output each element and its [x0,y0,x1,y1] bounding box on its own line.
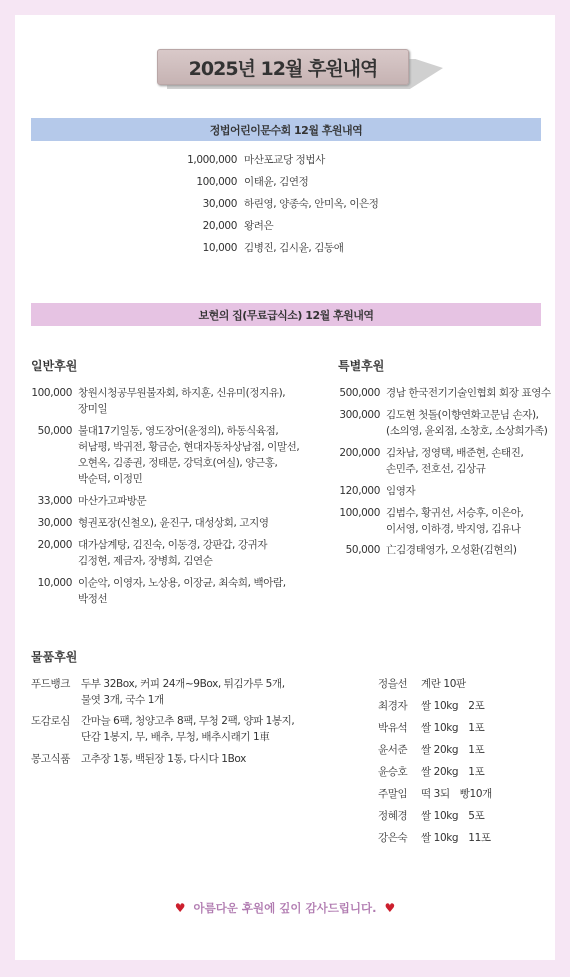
section1-header: 정법어린이문수회 12월 후원내역 [31,118,541,141]
goods-donor: 몽고식품 [31,753,70,765]
amount: 300,000 [339,409,380,421]
donor-line: 임영자 [386,485,416,497]
goods-donor: 최경자 [378,700,408,712]
goods-donor: 강은숙 [378,832,408,844]
goods-line: 고추장 1통, 백된장 1통, 다시다 1Box [81,753,246,765]
general-donation-title: 일반후원 [31,359,78,373]
donor-line: 장미일 [78,403,108,415]
goods-donor: 윤승호 [378,766,408,778]
donor-line: 김정현, 제금자, 장병희, 김연순 [78,555,213,567]
goods-donor: 푸드뱅크 [31,678,70,690]
goods-item: 쌀 10kg 1포 [421,722,485,734]
donation-page [15,15,555,960]
amount: 50,000 [37,425,72,437]
donor-names: 김병진, 김시윤, 김동애 [244,242,344,254]
goods-item: 쌀 20kg 1포 [421,744,485,756]
donor-line: 불대17기일동, 영도장어(윤정의), 하동식육점, [78,425,279,437]
goods-donation-title: 물품후원 [31,650,78,664]
goods-donor: 주말임 [378,788,408,800]
amount: 100,000 [196,176,237,188]
donor-line: 마산가고파방문 [78,495,147,507]
donor-line: 김차남, 정영택, 배준현, 손태진, [386,447,524,459]
goods-item: 쌀 10kg 11포 [421,832,491,844]
donor-names: 하린영, 양종숙, 안미옥, 이은정 [244,198,379,210]
amount: 120,000 [339,485,380,497]
amount: 10,000 [37,577,72,589]
donor-line: 이서영, 이하경, 박지영, 김유나 [386,523,521,535]
section2-header: 보현의 집(무료급식소) 12월 후원내역 [31,303,541,326]
amount: 100,000 [339,507,380,519]
donor-line: 김범수, 황귀선, 서승후, 이은아, [386,507,524,519]
special-donation-title: 특별후원 [338,359,385,373]
goods-line: 물엿 3개, 국수 1개 [81,694,164,706]
donor-line: 손민주, 전호선, 김상규 [386,463,486,475]
donor-line: (소의영, 윤외점, 소창호, 소상희가족) [386,425,548,437]
amount: 100,000 [31,387,72,399]
donor-names: 이태윤, 김연정 [244,176,309,188]
thanks-text: 아름다운 후원에 깊이 감사드립니다. [193,901,377,915]
goods-item: 계란 10판 [421,678,466,690]
amount: 200,000 [339,447,380,459]
amount: 10,000 [202,242,237,254]
goods-donor: 박유석 [378,722,408,734]
donor-line: 박순덕, 이정민 [78,473,143,485]
donor-names: 왕려은 [244,220,274,232]
amount: 1,000,000 [187,154,237,166]
amount: 500,000 [339,387,380,399]
goods-item: 떡 3되 빵10개 [421,788,492,800]
amount: 20,000 [37,539,72,551]
goods-item: 쌀 10kg 5포 [421,810,485,822]
amount: 20,000 [202,220,237,232]
goods-donor: 정혜경 [378,810,408,822]
goods-line: 단감 1봉지, 무, 배추, 무청, 배추시래기 1車 [81,731,270,743]
page-title: 2025년 12월 후원내역 [157,49,409,85]
amount: 33,000 [37,495,72,507]
goods-donor: 윤서준 [378,744,408,756]
donor-line: 대가삼계탕, 김진숙, 이동경, 강판갑, 강귀자 [78,539,268,551]
goods-line: 두부 32Box, 커피 24개~9Box, 튀김가루 5개, [81,678,285,690]
donor-line: 亡김경태영가, 오성환(김현의) [386,544,517,556]
donor-line: 박정선 [78,593,108,605]
goods-item: 쌀 10kg 2포 [421,700,485,712]
goods-line: 간마늘 6팩, 청양고추 8팩, 무청 2팩, 양파 1봉지, [81,715,295,727]
donor-line: 허남평, 박귀전, 황금순, 현대자동차상남점, 이말선, [78,441,300,453]
goods-item: 쌀 20kg 1포 [421,766,485,778]
goods-donor: 정을선 [378,678,408,690]
amount: 30,000 [37,517,72,529]
donor-line: 오현옥, 김종권, 정태문, 강덕호(여실), 양근홍, [78,457,278,469]
donor-line: 김도현 첫돌(이향연화고문님 손자), [386,409,539,421]
donor-line: 경남 한국전기기술인협회 회장 표영수 [386,387,551,399]
amount: 30,000 [202,198,237,210]
thanks-message [15,900,555,916]
donor-line: 형권포장(신철오), 윤진구, 대성상회, 고지영 [78,517,269,529]
goods-donor: 도감로심 [31,715,70,727]
page-title-banner [157,49,447,91]
amount: 50,000 [345,544,380,556]
heart-icon: ♥ [174,901,186,915]
heart-icon: ♥ [384,901,396,915]
donor-line: 이순악, 이영자, 노상용, 이장균, 최숙희, 백아람, [78,577,286,589]
donor-line: 창원시청공무원불자회, 하지훈, 신유미(정지유), [78,387,286,399]
donor-names: 마산포교당 정법사 [244,154,325,166]
